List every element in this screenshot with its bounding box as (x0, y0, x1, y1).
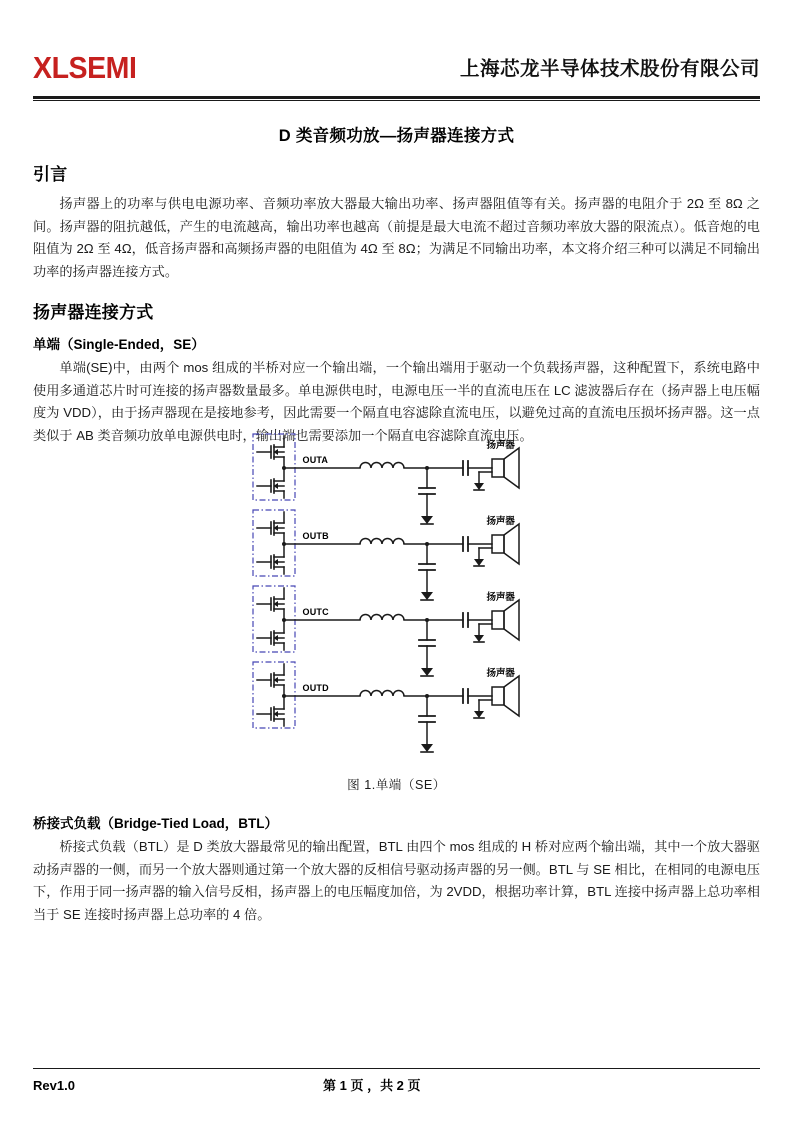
speaker-label-1: 扬声器 (486, 440, 515, 451)
page-title: D 类音频功放—扬声器连接方式 (278, 127, 515, 145)
paragraph-single-ended: 单端(SE)中，由两个 mos 组成的半桥对应一个输出端，一个输出端用于驱动一个负载扬声器，这种配置下，系统电路中使用多通道芯片时可连接的扬声器数量最多。单电源供电时，电源电压一半的直流电压在 LC 滤波器后存在（扬声器上电压幅度为 VDD），由于扬声器现在是接地参考，因此需要一个隔直电容滤除直流电压，以避免过高的直流电压损坏扬声器。这一点类似于 AB 类音频功放单电源供电时，输出端也需要添加一个隔直电容滤除直流电压。 (33, 359, 760, 443)
page-number-label: 第 1 页 ，共 2 页 (323, 1078, 421, 1093)
output-label-outc: OUTC (302, 607, 329, 617)
document-content-btl (33, 812, 760, 929)
speaker-label-3: 扬声器 (486, 592, 515, 603)
figure-caption: 图 1.单端（SE） (347, 778, 446, 792)
speaker-label-4: 扬声器 (486, 668, 515, 679)
document-content (33, 160, 760, 450)
paragraph-btl: 桥接式负载（BTL）是 D 类放大器最常见的输出配置，BTL 由四个 mos 组成的 H 桥对应两个输出端，其中一个放大器驱动扬声器的一侧，而另一个放大器则通过第一个放大器的反相信号驱动扬声器的另一侧。BTL 与 SE 相比，在相同的电源电压下，作用于同一扬声器的输入信号反相，扬声器上的电压幅度加倍，为 2VDD，根据功率计算，BTL 连接中扬声器上总功率相当于 SE 连接时扬声器上总功率的 4 倍。 (33, 839, 760, 923)
heading-btl: 桥接式负载（Bridge-Tied Load，BTL） (33, 816, 278, 831)
heading-intro: 引言 (33, 165, 68, 184)
output-label-outd: OUTD (302, 683, 329, 693)
paragraph-intro: 扬声器上的功率与供电电源功率、音频功率放大器最大输出功率、扬声器阻值等有关。扬声器的电阻介于 2Ω 至 8Ω 之间。扬声器的阻抗越低，产生的电流越高，输出功率也越高（前提是最大电流不超过音频功率放大器的限流点）。低音炮的电阻值为 2Ω 至 4Ω，低音扬声器和高频扬声器的电阻值为 4Ω 至 8Ω；为满足不同输出功率，本文将介绍三种可以满足不同输出功率的扬声器连接方式。 (33, 196, 760, 280)
output-label-outa: OUTA (302, 455, 329, 465)
revision-label: Rev1.0 (33, 1078, 75, 1093)
header-divider-thin (33, 100, 760, 101)
xlsemi-logo: XLSEMI (33, 49, 137, 85)
footer-divider (33, 1068, 760, 1069)
output-label-outb: OUTB (302, 531, 329, 541)
figure-single-ended (0, 428, 793, 793)
company-name: 上海芯龙半导体技术股份有限公司 (459, 58, 760, 80)
header-divider-thick (33, 96, 760, 99)
heading-connection-methods: 扬声器连接方式 (33, 302, 154, 322)
header-divider (33, 96, 760, 101)
page-footer (33, 1075, 760, 1094)
page-header (33, 38, 760, 96)
heading-single-ended: 单端（Single-Ended，SE） (33, 336, 205, 352)
speaker-label-2: 扬声器 (486, 516, 515, 527)
figure-canvas (247, 428, 547, 768)
